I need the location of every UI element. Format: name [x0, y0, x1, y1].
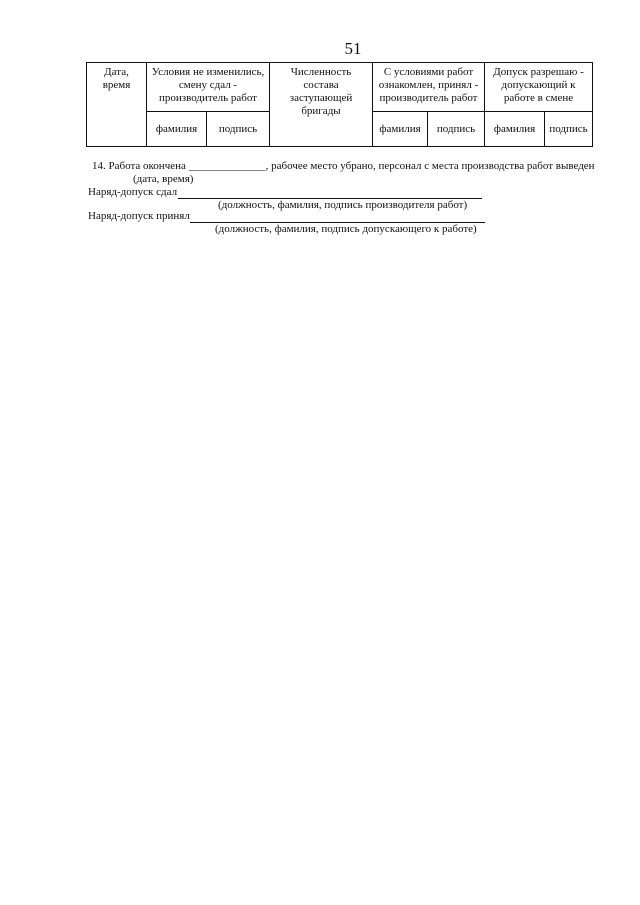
subheader-signature: подпись [545, 112, 593, 147]
subheader-surname: фамилия [147, 112, 207, 147]
work-done-rest: , рабочее место убрано, персонал с места производства работ выведен [265, 160, 595, 172]
handed-over-caption: (должность, фамилия, подпись производителя работ) [218, 199, 468, 211]
header-crew-size: Численность состава заступающей бригады [270, 63, 373, 147]
work-done-line [92, 160, 595, 172]
page-number: 51 [344, 39, 362, 58]
subheader-surname: фамилия [485, 112, 545, 147]
subheader-signature: подпись [428, 112, 485, 147]
subheader-signature: подпись [207, 112, 270, 147]
work-done-blank[interactable]: ______________ [188, 160, 266, 172]
subheader-surname: фамилия [373, 112, 428, 147]
handed-over-label: Наряд-допуск сдал [88, 186, 178, 198]
header-admission-allowed: Допуск разрешаю - допускающий к работе в смене [485, 63, 593, 112]
date-time-caption: (дата, время) [133, 173, 194, 185]
header-conditions-unchanged: Условия не изменились, смену сдал - производитель работ [147, 63, 270, 112]
header-acquainted-accepted: С условиями работ ознакомлен, принял - производитель работ [373, 63, 485, 112]
accepted-caption: (должность, фамилия, подпись допускающего к работе) [215, 223, 477, 235]
accepted-label: Наряд-допуск принял [88, 210, 190, 222]
header-date-time: Дата, время [87, 63, 147, 147]
work-done-label: 14. Работа окончена [92, 160, 186, 172]
shift-handover-table [86, 62, 593, 147]
